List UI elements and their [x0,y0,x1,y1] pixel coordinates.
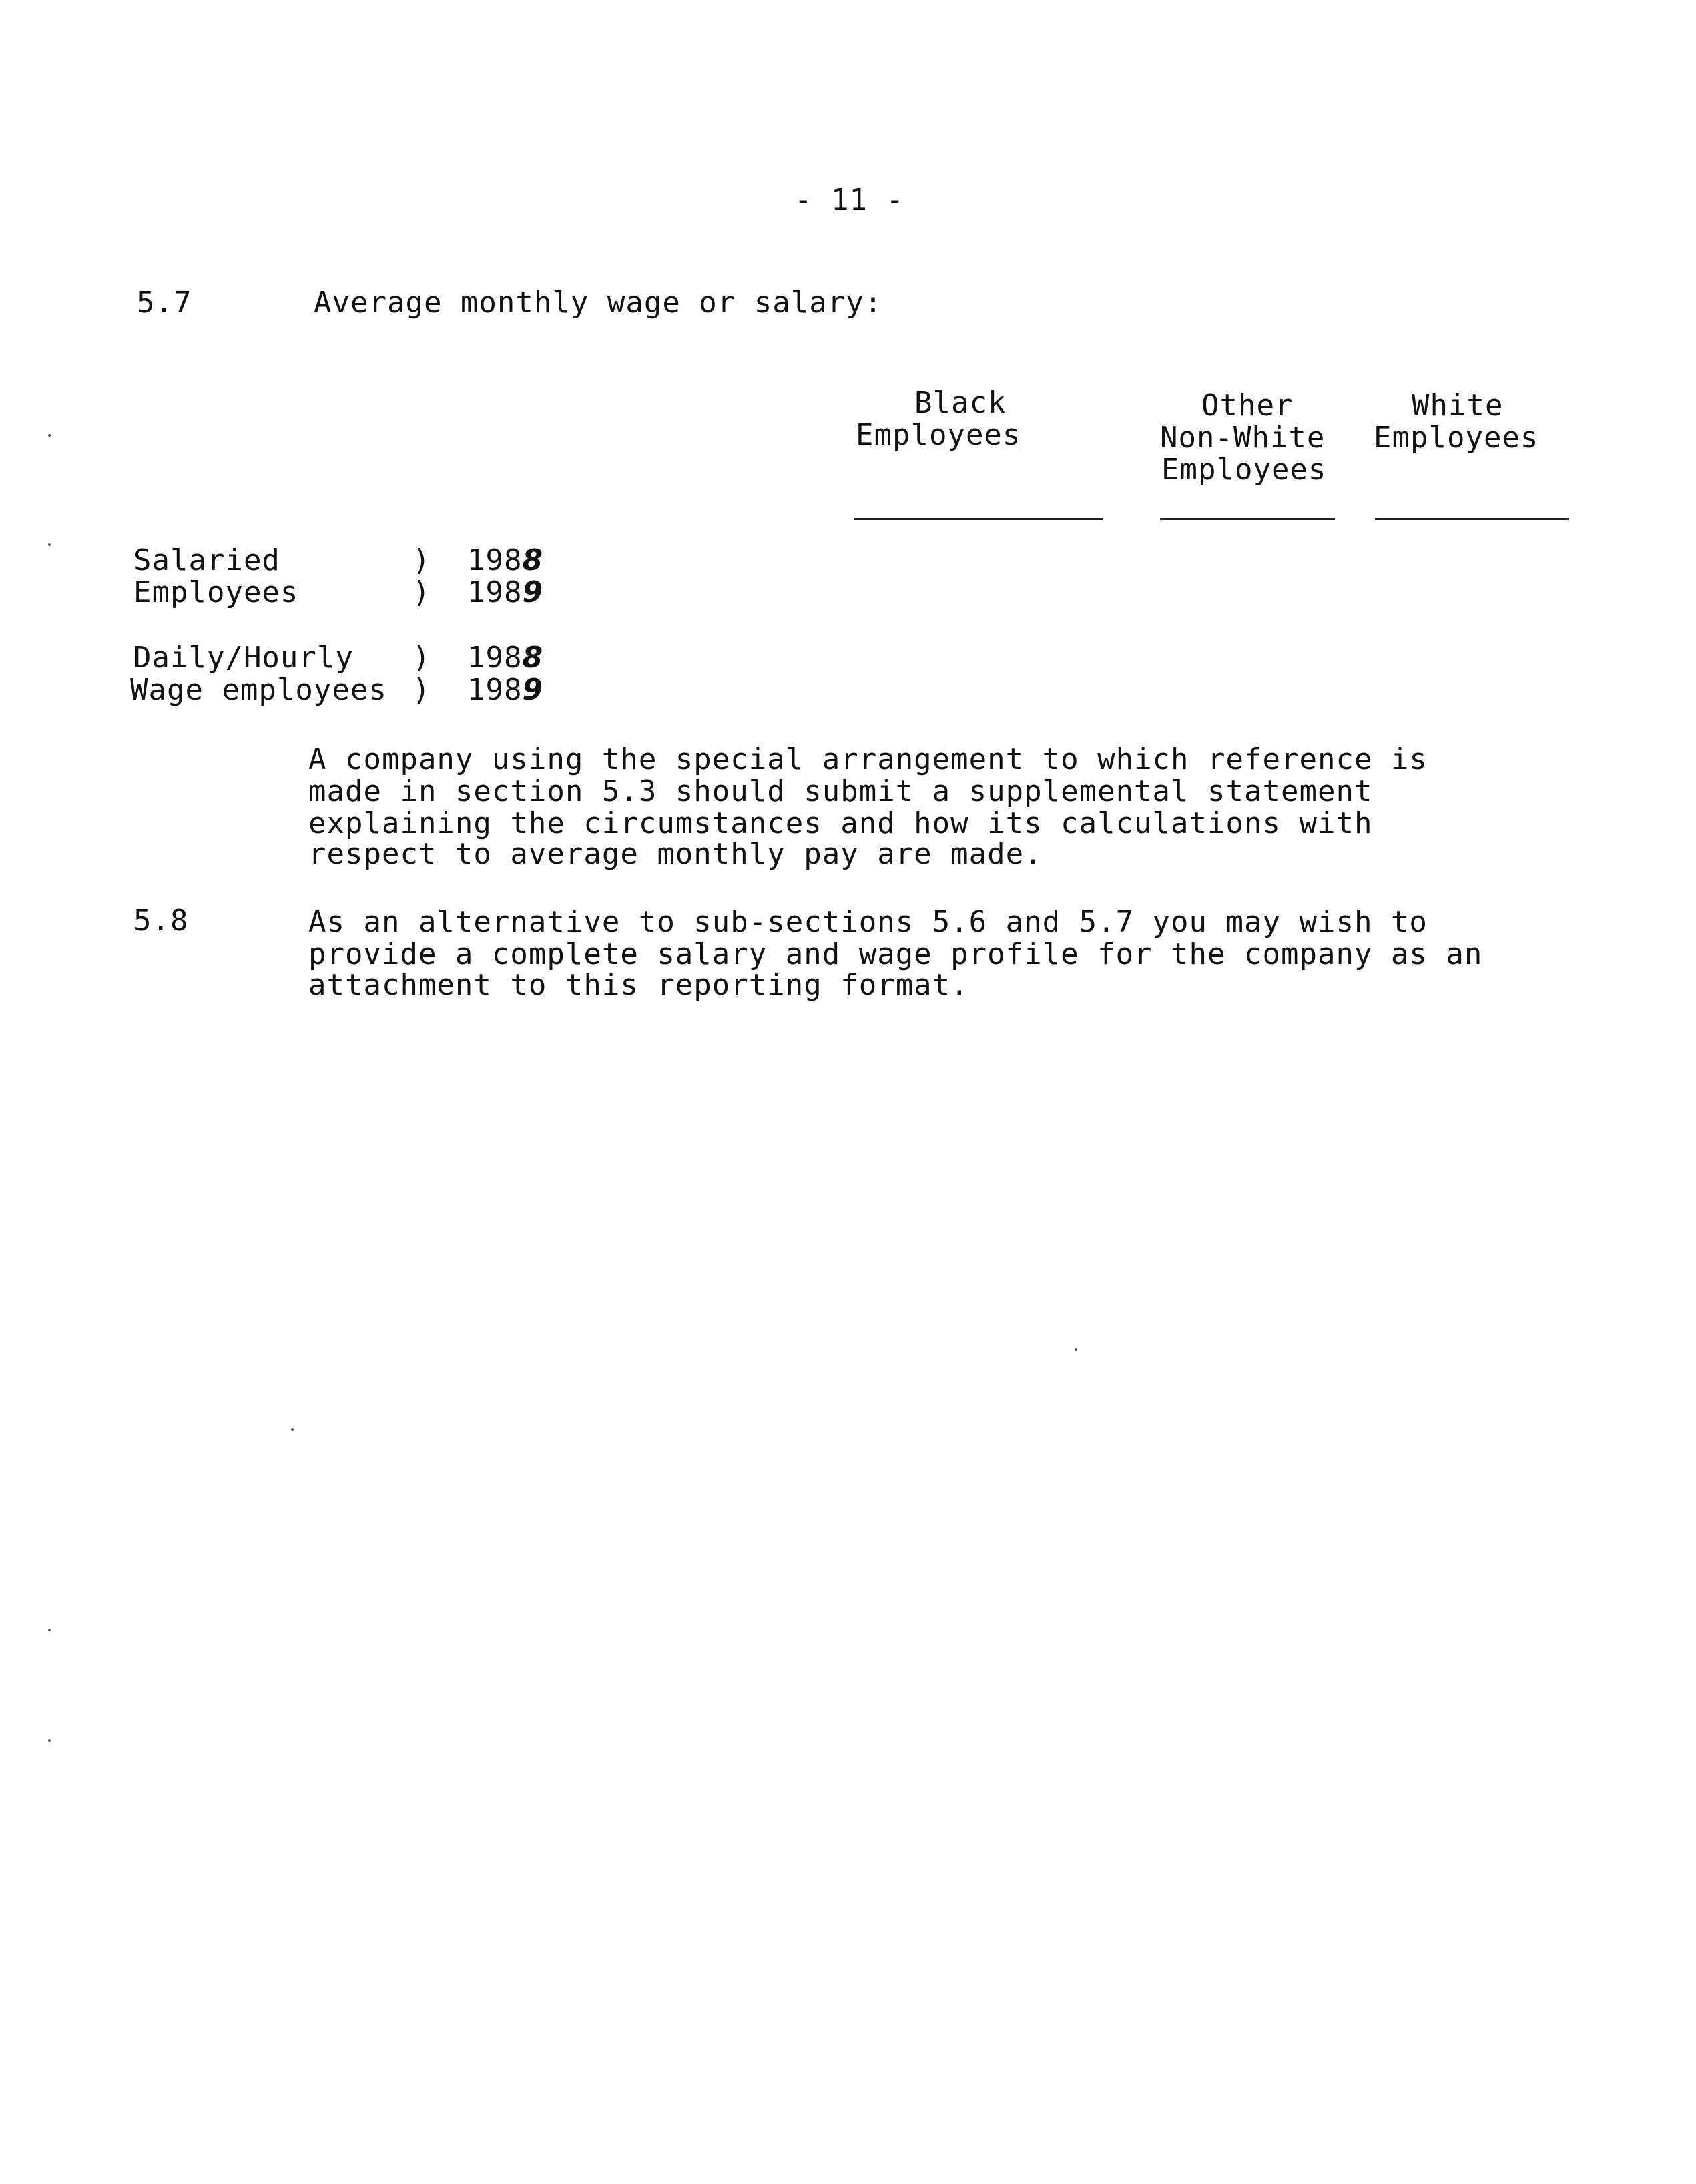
column-header-line: Employees [1374,421,1539,455]
row-label: Salaried [133,543,280,577]
column-header-line: Employees [1161,453,1327,487]
scan-speck [1075,1348,1077,1351]
row-paren: ) [412,543,431,577]
row-label: Daily/Hourly [133,641,354,675]
row-paren: ) [412,575,431,609]
section-5-8-line: provide a complete salary and wage profile for the company as an [308,937,1483,971]
column-header-line: Black [914,386,1007,420]
handwritten-digit: 9 [522,673,544,707]
scan-speck [291,1428,294,1431]
scan-speck [48,543,51,546]
row-year: 1989 [467,575,544,609]
column-header-line: Employees [856,418,1021,452]
column-header-line: Non-White [1160,421,1326,455]
column-rule-white [1375,518,1569,520]
section-5-8-line: attachment to this reporting format. [308,968,969,1002]
section-5-8-number: 5.8 [133,904,189,938]
note-line: respect to average monthly pay are made. [308,837,1043,871]
row-paren: ) [412,641,431,675]
handwritten-digit: 8 [522,641,544,675]
scan-speck [48,1629,51,1631]
scan-speck [48,434,51,437]
note-line: A company using the special arrangement to which reference is [308,742,1428,776]
handwritten-digit: 9 [522,575,544,609]
row-label: Employees [133,575,299,609]
row-paren: ) [412,673,431,707]
row-year: 1988 [467,543,544,577]
row-label: Wage employees [130,673,387,707]
column-header-line: Other [1201,388,1294,423]
page-number: - 11 - [794,183,904,217]
column-header-line: White [1412,388,1504,423]
column-rule-other [1160,518,1335,520]
column-rule-black [854,518,1103,520]
note-line: made in section 5.3 should submit a supplemental statement [308,774,1373,808]
handwritten-digit: 8 [522,543,544,577]
section-5-7-number: 5.7 [137,286,192,320]
note-line: explaining the circumstances and how its calculations with [308,806,1373,840]
section-5-8-line: As an alternative to sub-sections 5.6 and 5.7 you may wish to [308,905,1428,939]
scan-speck [48,1739,51,1742]
section-5-7-heading: Average monthly wage or salary: [314,286,883,320]
row-year: 1989 [467,673,544,707]
row-year: 1988 [467,641,544,675]
